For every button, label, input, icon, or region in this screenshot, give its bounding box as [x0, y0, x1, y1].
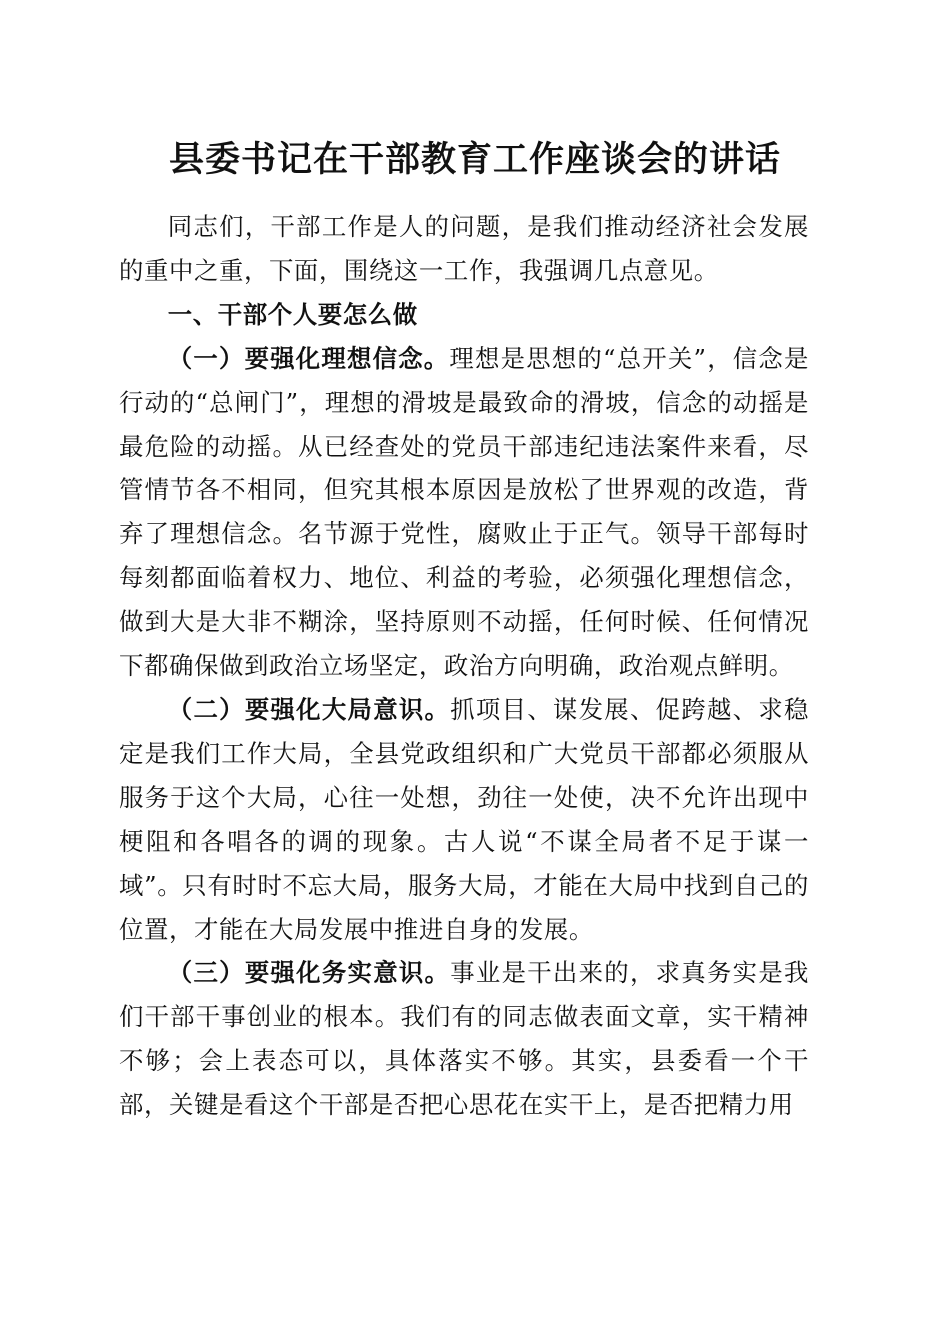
- item-label-3: （三）要强化务实意识。: [167, 958, 451, 988]
- item-text-3: 事业是干出来的，求真务实是我们干部干事创业的根本。我们有的同志做表面文章，实干精神不够；会上表态可以，具体落实不够。其实，县委看一个干部，关键是看这个干部是否把心思花在实干上，是否把精力用: [119, 958, 809, 1120]
- section-heading: [119, 293, 809, 337]
- section-heading-text: 一、干部个人要怎么做: [167, 299, 418, 329]
- document-body: [119, 205, 809, 1127]
- item-paragraph-3: [119, 951, 809, 1127]
- item-text-1: 理想是思想的“总开关”，信念是行动的“总闸门”，理想的滑坡是最致命的滑坡，信念的动摇是最危险的动摇。从已经查处的党员干部违纪违法案件来看，尽管情节各不相同，但究其根本原因是放松了世界观的改造，背弃了理想信念。名节源于党性，腐败止于正气。领导干部每时每刻都面临着权力、地位、利益的考验，必须强化理想信念，做到大是大非不糊涂，坚持原则不动摇，任何时候、任何情况下都确保做到政治立场坚定，政治方向明确，政治观点鲜明。: [119, 343, 809, 681]
- item-paragraph-2: [119, 688, 809, 951]
- item-label-1: （一）要强化理想信念。: [167, 343, 450, 373]
- document-title: 县委书记在干部教育工作座谈会的讲话: [168, 139, 781, 180]
- item-text-2: 抓项目、谋发展、促跨越、求稳定是我们工作大局，全县党政组织和广大党员干部都必须服从服务于这个大局，心往一处想，劲往一处使，决不允许出现中梗阻和各唱各的调的现象。古人说“不谋全局者不足于谋一域”。只有时时不忘大局，服务大局，才能在大局中找到自己的位置，才能在大局发展中推进自身的发展。: [119, 694, 809, 944]
- intro-paragraph: 同志们，干部工作是人的问题，是我们推动经济社会发展的重中之重，下面，围绕这一工作，我强调几点意见。: [119, 212, 809, 285]
- item-paragraph-1: [119, 337, 809, 688]
- item-label-2: （二）要强化大局意识。: [167, 694, 451, 724]
